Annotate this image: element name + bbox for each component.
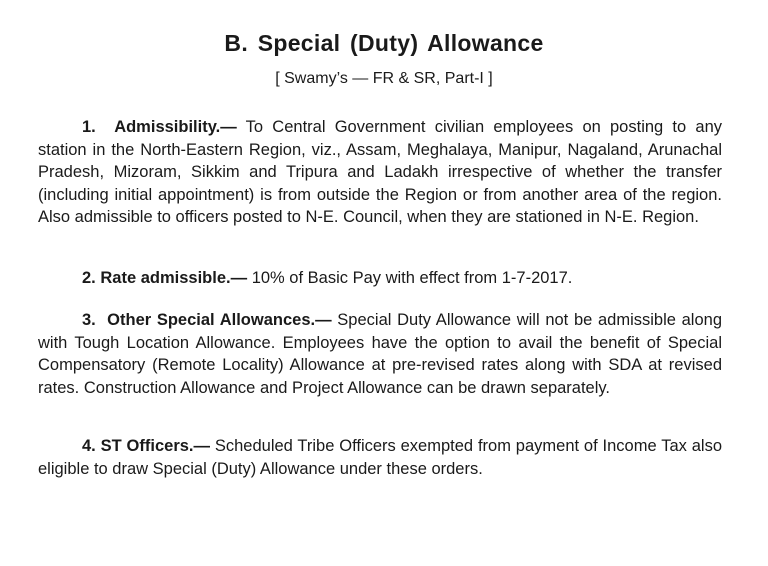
paragraph-text: Scheduled Tribe Officers exempted from payment of Income Tax also eligible to draw Special (Duty) Allowance under these orders.	[38, 437, 722, 478]
paragraph-heading: Other Special Allowances.—	[107, 311, 332, 329]
paragraph-admissibility	[38, 116, 722, 229]
paragraph-heading: Rate admissible.—	[100, 269, 248, 287]
paragraph-rate-admissible	[38, 267, 722, 290]
paragraph-number: 2.	[82, 269, 96, 287]
paragraph-heading: ST Officers.—	[100, 437, 211, 455]
paragraph-heading: Admissibility.—	[114, 118, 237, 136]
paragraph-text: 10% of Basic Pay with effect from 1-7-2017.	[251, 269, 573, 287]
source-reference: [ Swamy’s — FR & SR, Part-I ]	[275, 70, 493, 87]
paragraph-text: Special Duty Allowance will not be admissible along with Tough Location Allowance. Employees have the option to avail the benefit of Special Compensatory (Remote Locality) Allowance at pre-revised rates along with SDA at revised rates. Construction Allowance and Project Allowance can be drawn separately.	[38, 311, 722, 397]
paragraph-number: 4.	[82, 437, 96, 455]
section-title: B. Special (Duty) Allowance	[224, 30, 544, 56]
paragraph-other-special-allowances	[38, 309, 722, 399]
paragraph-text: To Central Government civilian employees on posting to any station in the North-Eastern Region, viz., Assam, Meghalaya, Manipur, Nagaland, Arunachal Pradesh, Mizoram, Sikkim and Tripura and Ladakh irrespective of whether the transfer (including initial appointment) is from outside the Region or from another area of the region. Also admissible to officers posted to N-E. Council, when they are stationed in N-E. Region.	[38, 118, 722, 226]
paragraph-number: 3.	[82, 311, 96, 329]
paragraph-number: 1.	[82, 118, 96, 136]
paragraph-st-officers	[38, 435, 722, 480]
